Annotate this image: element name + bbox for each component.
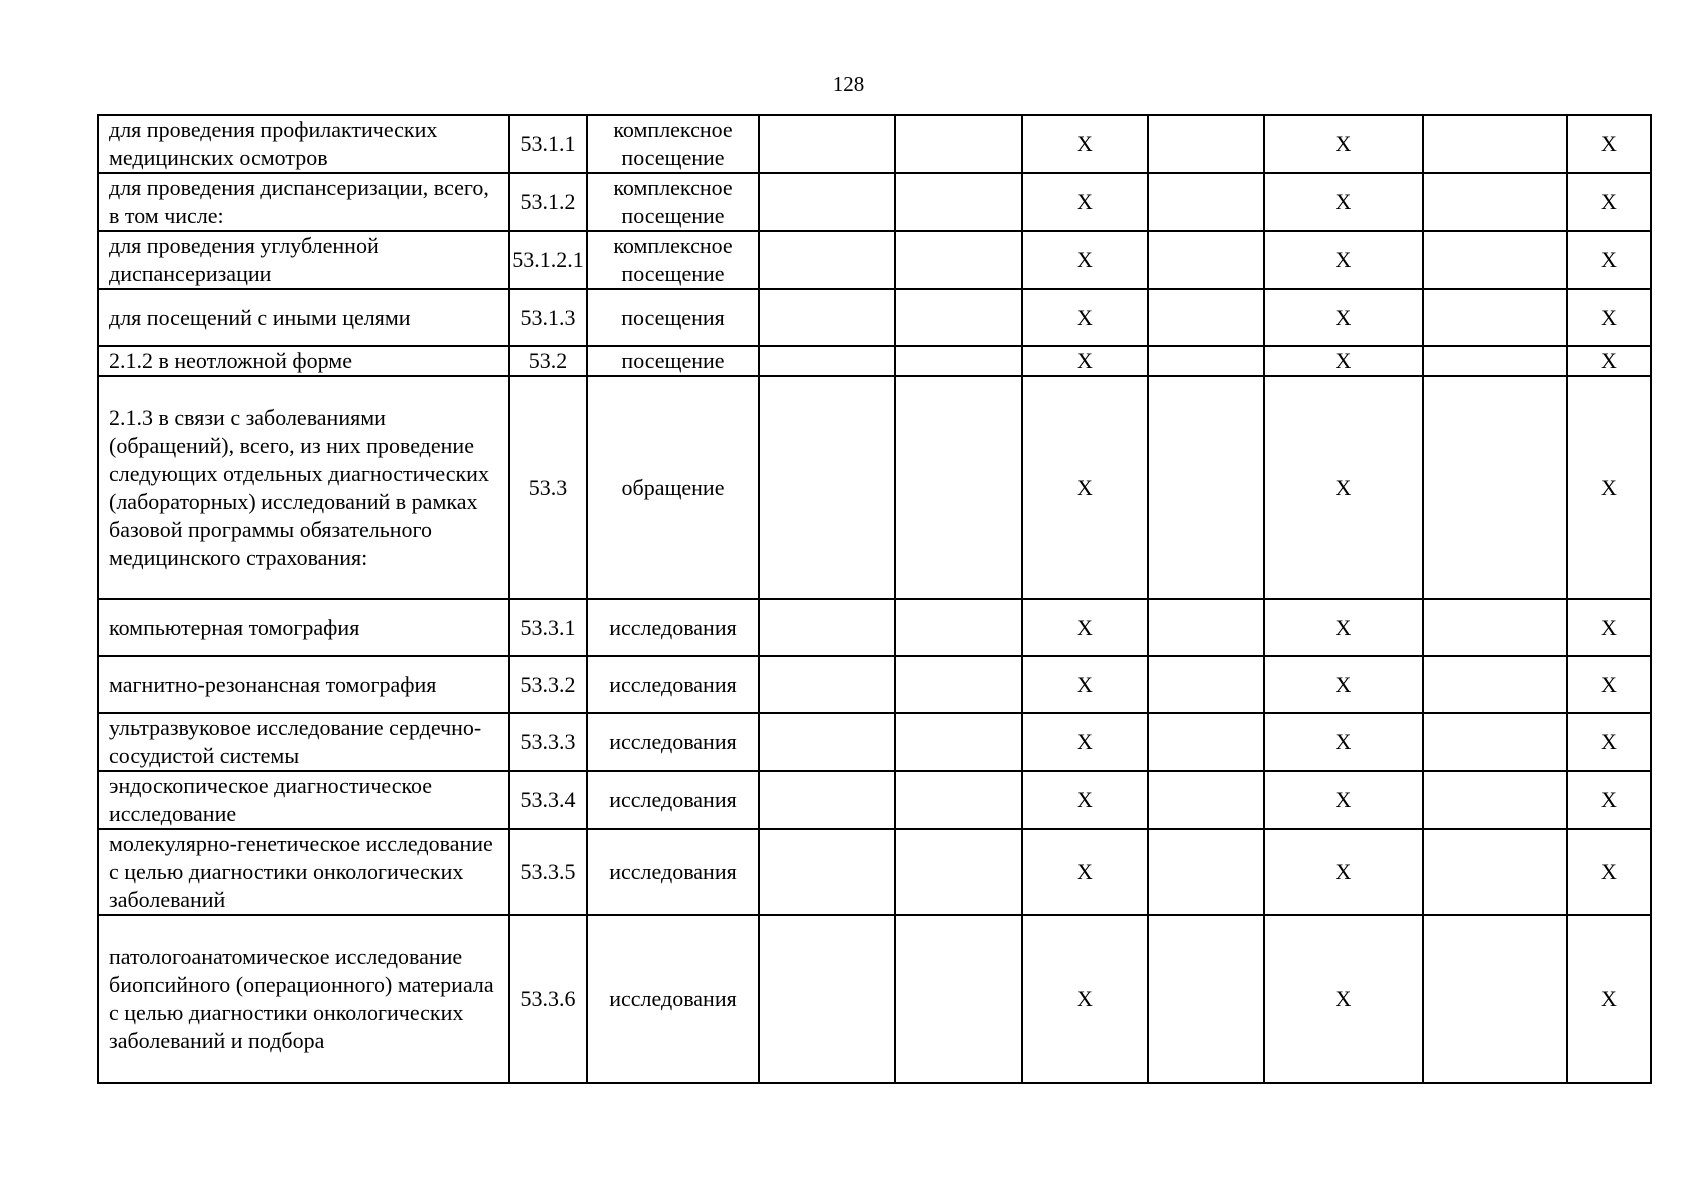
empty-cell	[895, 713, 1022, 771]
row-unit: комплексное посещение	[587, 173, 759, 231]
empty-cell	[759, 771, 895, 829]
x-mark: X	[1022, 656, 1148, 713]
row-unit: комплексное посещение	[587, 231, 759, 289]
x-mark: X	[1022, 231, 1148, 289]
x-mark: X	[1264, 376, 1423, 599]
table-row	[98, 771, 1651, 829]
row-unit: комплексное посещение	[587, 115, 759, 173]
x-mark: X	[1022, 771, 1148, 829]
x-mark: X	[1022, 713, 1148, 771]
x-mark: X	[1567, 656, 1651, 713]
row-unit: исследования	[587, 713, 759, 771]
empty-cell	[1148, 376, 1264, 599]
x-mark: X	[1022, 115, 1148, 173]
row-code: 53.3.3	[509, 713, 587, 771]
empty-cell	[1148, 289, 1264, 346]
row-code: 53.3.6	[509, 915, 587, 1083]
row-name: магнитно-резонансная томография	[98, 656, 509, 713]
row-unit: посещение	[587, 346, 759, 376]
x-mark: X	[1567, 173, 1651, 231]
x-mark: X	[1264, 231, 1423, 289]
row-unit: исследования	[587, 771, 759, 829]
empty-cell	[759, 599, 895, 656]
x-mark: X	[1567, 771, 1651, 829]
empty-cell	[1148, 829, 1264, 915]
row-unit: посещения	[587, 289, 759, 346]
row-code: 53.3.5	[509, 829, 587, 915]
table-row	[98, 713, 1651, 771]
row-name: для посещений с иными целями	[98, 289, 509, 346]
x-mark: X	[1567, 599, 1651, 656]
empty-cell	[1148, 173, 1264, 231]
x-mark: X	[1264, 173, 1423, 231]
table-row	[98, 173, 1651, 231]
empty-cell	[895, 376, 1022, 599]
empty-cell	[759, 713, 895, 771]
table-row	[98, 656, 1651, 713]
empty-cell	[895, 915, 1022, 1083]
x-mark: X	[1567, 231, 1651, 289]
row-code: 53.3.1	[509, 599, 587, 656]
empty-cell	[759, 829, 895, 915]
empty-cell	[1423, 173, 1567, 231]
x-mark: X	[1567, 915, 1651, 1083]
empty-cell	[759, 346, 895, 376]
table-row	[98, 376, 1651, 599]
x-mark: X	[1264, 656, 1423, 713]
x-mark: X	[1022, 915, 1148, 1083]
table-row	[98, 231, 1651, 289]
empty-cell	[759, 231, 895, 289]
empty-cell	[759, 115, 895, 173]
x-mark: X	[1264, 829, 1423, 915]
empty-cell	[1423, 231, 1567, 289]
empty-cell	[1148, 915, 1264, 1083]
empty-cell	[1423, 346, 1567, 376]
empty-cell	[759, 289, 895, 346]
x-mark: X	[1567, 115, 1651, 173]
empty-cell	[895, 599, 1022, 656]
row-unit: исследования	[587, 656, 759, 713]
table-row	[98, 115, 1651, 173]
x-mark: X	[1022, 376, 1148, 599]
x-mark: X	[1567, 713, 1651, 771]
row-unit: исследования	[587, 915, 759, 1083]
x-mark: X	[1264, 771, 1423, 829]
table-row	[98, 289, 1651, 346]
indicators-table	[97, 114, 1652, 1084]
row-name: для проведения профилактических медицинских осмотров	[98, 115, 509, 173]
empty-cell	[895, 289, 1022, 346]
x-mark: X	[1264, 713, 1423, 771]
empty-cell	[895, 173, 1022, 231]
empty-cell	[1423, 115, 1567, 173]
x-mark: X	[1567, 289, 1651, 346]
x-mark: X	[1022, 173, 1148, 231]
row-name: 2.1.2 в неотложной форме	[98, 346, 509, 376]
row-unit: обращение	[587, 376, 759, 599]
row-code: 53.3.4	[509, 771, 587, 829]
empty-cell	[759, 656, 895, 713]
row-code: 53.3.2	[509, 656, 587, 713]
row-unit: исследования	[587, 829, 759, 915]
x-mark: X	[1022, 599, 1148, 656]
row-name: 2.1.3 в связи с заболеваниями (обращений), всего, из них проведение следующих отдельных диагностических (лабораторных) исследований в рамках базовой программы обязательного медицинского страхования:	[98, 376, 509, 599]
table-row	[98, 599, 1651, 656]
x-mark: X	[1567, 346, 1651, 376]
empty-cell	[895, 656, 1022, 713]
empty-cell	[1423, 289, 1567, 346]
row-code: 53.1.1	[509, 115, 587, 173]
row-code: 53.1.3	[509, 289, 587, 346]
empty-cell	[1148, 231, 1264, 289]
empty-cell	[1423, 599, 1567, 656]
empty-cell	[1148, 713, 1264, 771]
empty-cell	[1423, 771, 1567, 829]
empty-cell	[895, 115, 1022, 173]
row-code: 53.1.2	[509, 173, 587, 231]
row-name: патологоанатомическое исследование биопсийного (операционного) материала с целью диагностики онкологических заболеваний и подбора	[98, 915, 509, 1083]
empty-cell	[1148, 115, 1264, 173]
row-code: 53.3	[509, 376, 587, 599]
empty-cell	[759, 173, 895, 231]
x-mark: X	[1264, 346, 1423, 376]
empty-cell	[759, 915, 895, 1083]
empty-cell	[1423, 713, 1567, 771]
row-name: ультразвуковое исследование сердечно-сосудистой системы	[98, 713, 509, 771]
x-mark: X	[1022, 829, 1148, 915]
x-mark: X	[1022, 289, 1148, 346]
empty-cell	[1148, 346, 1264, 376]
x-mark: X	[1264, 289, 1423, 346]
empty-cell	[1423, 829, 1567, 915]
row-name: для проведения углубленной диспансеризации	[98, 231, 509, 289]
x-mark: X	[1264, 915, 1423, 1083]
empty-cell	[1148, 771, 1264, 829]
row-code: 53.1.2.1	[509, 231, 587, 289]
empty-cell	[895, 829, 1022, 915]
empty-cell	[759, 376, 895, 599]
x-mark: X	[1264, 115, 1423, 173]
x-mark: X	[1567, 829, 1651, 915]
empty-cell	[895, 346, 1022, 376]
row-name: молекулярно-генетическое исследование с целью диагностики онкологических заболеваний	[98, 829, 509, 915]
empty-cell	[1148, 656, 1264, 713]
empty-cell	[1423, 656, 1567, 713]
empty-cell	[1423, 915, 1567, 1083]
row-name: компьютерная томография	[98, 599, 509, 656]
empty-cell	[895, 231, 1022, 289]
row-code: 53.2	[509, 346, 587, 376]
x-mark: X	[1022, 346, 1148, 376]
x-mark: X	[1264, 599, 1423, 656]
table-row	[98, 829, 1651, 915]
row-name: для проведения диспансеризации, всего, в том числе:	[98, 173, 509, 231]
table-row	[98, 915, 1651, 1083]
row-unit: исследования	[587, 599, 759, 656]
empty-cell	[895, 771, 1022, 829]
x-mark: X	[1567, 376, 1651, 599]
row-name: эндоскопическое диагностическое исследование	[98, 771, 509, 829]
table-row	[98, 346, 1651, 376]
empty-cell	[1148, 599, 1264, 656]
empty-cell	[1423, 376, 1567, 599]
page-number: 128	[832, 72, 865, 96]
